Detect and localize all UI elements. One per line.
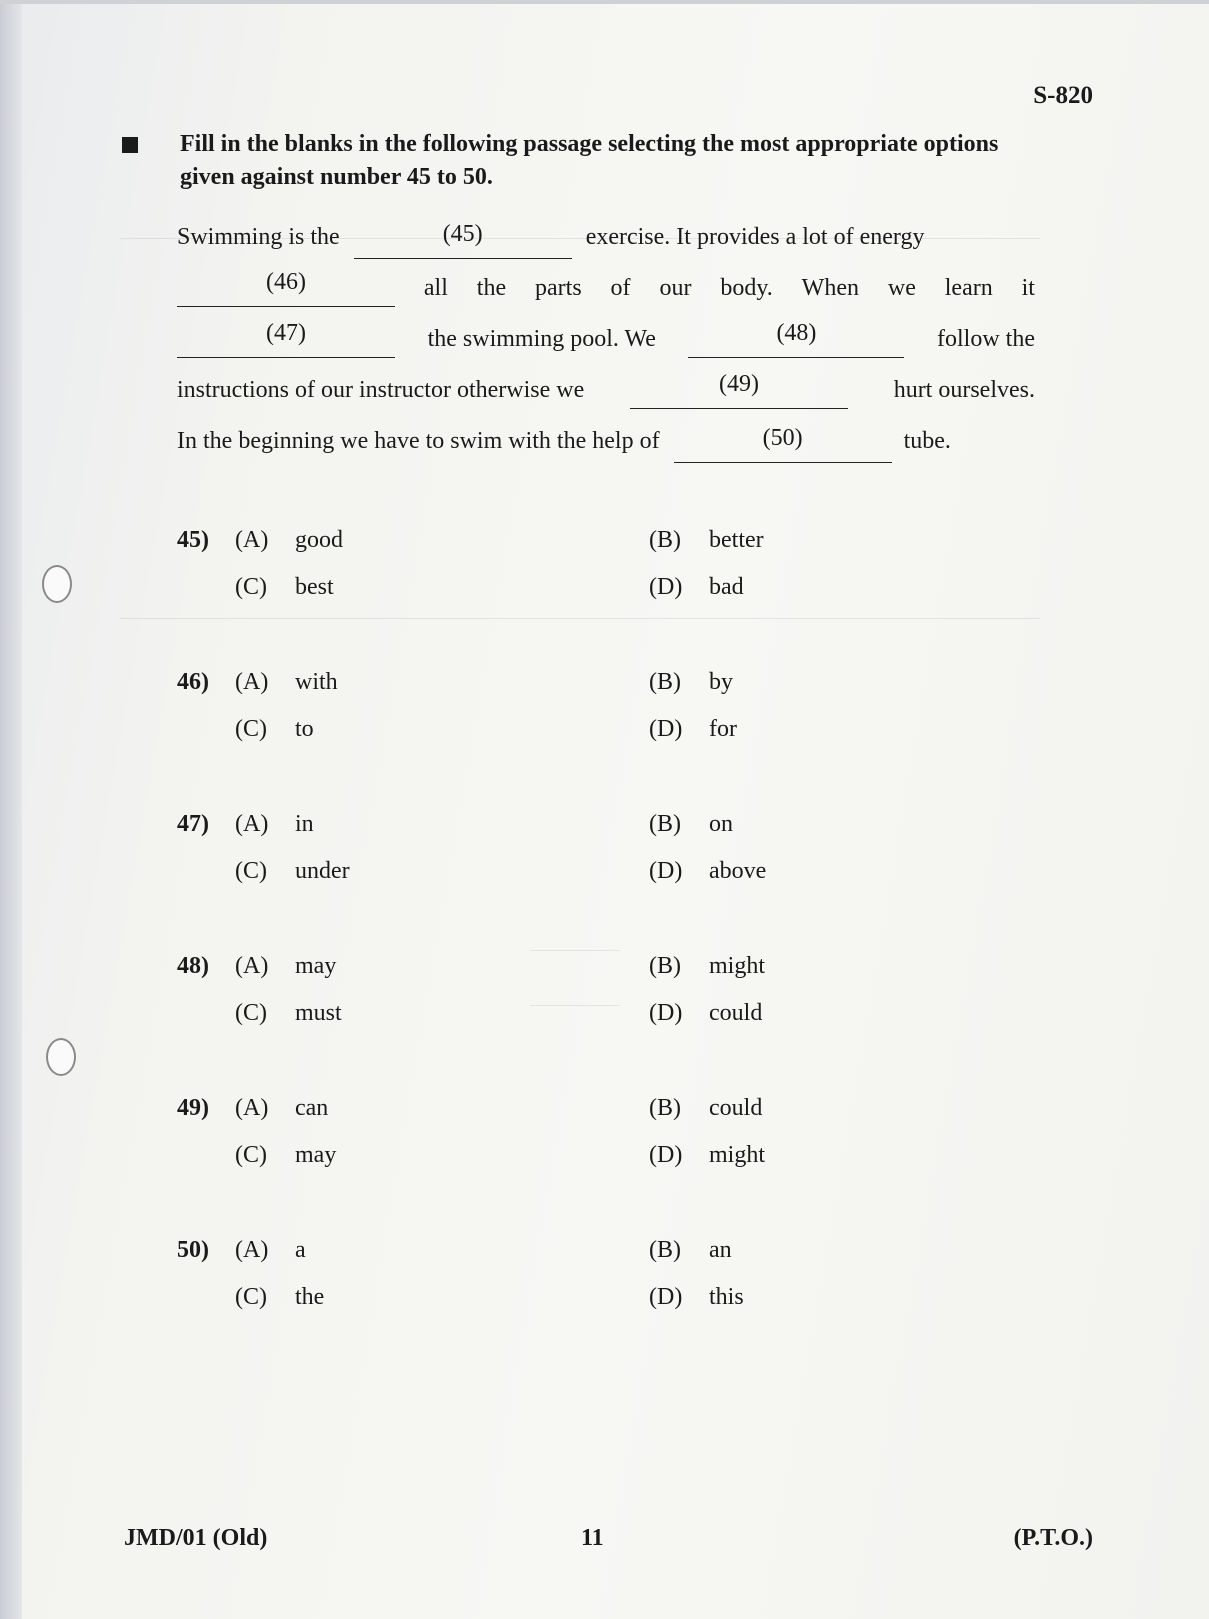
passage-text: tube. [903, 428, 951, 454]
option-text: the [295, 1284, 325, 1310]
option-d[interactable] [649, 1142, 765, 1169]
passage-text: Swimming is the [177, 224, 340, 250]
option-letter: (D) [649, 1000, 683, 1026]
instruction-text: Fill in the blanks in the following passage selecting the most appropriate options given against number 45 to 50. [180, 131, 999, 190]
blank-number: (47) [266, 320, 306, 346]
passage [177, 215, 1035, 470]
option-b[interactable] [649, 953, 765, 980]
option-letter: (A) [235, 811, 269, 837]
option-letter: (B) [649, 669, 681, 695]
punch-hole [42, 565, 72, 603]
footer-code: JMD/01 (Old) [124, 1525, 268, 1551]
option-text: for [709, 716, 737, 742]
question-number: 49) [177, 1095, 209, 1121]
option-text: bad [709, 574, 744, 600]
passage-word: learn [944, 275, 993, 301]
passage-text: hurt ourselves. [893, 377, 1035, 403]
passage-word: all [423, 275, 448, 301]
option-a[interactable] [235, 953, 336, 980]
option-letter: (A) [235, 953, 269, 979]
option-letter: (A) [235, 1237, 269, 1263]
passage-word: our [659, 275, 692, 301]
passage-line-2 [177, 266, 1035, 317]
option-letter: (C) [235, 1142, 267, 1168]
punch-hole [46, 1038, 76, 1076]
option-c[interactable] [235, 1284, 324, 1311]
option-letter: (B) [649, 527, 681, 553]
page-number: 11 [581, 1525, 604, 1551]
option-text: a [295, 1237, 306, 1263]
show-through-line [530, 950, 620, 951]
option-text: might [709, 953, 766, 979]
option-text: may [295, 1142, 337, 1168]
option-text: above [709, 858, 767, 884]
question-number: 46) [177, 669, 209, 695]
option-text: must [295, 1000, 342, 1026]
option-text: this [709, 1284, 744, 1310]
blank-number: (50) [762, 425, 803, 451]
passage-word: parts [535, 275, 582, 301]
option-letter: (C) [235, 858, 267, 884]
option-text: to [295, 716, 314, 742]
option-a[interactable] [235, 527, 343, 554]
option-a[interactable] [235, 811, 314, 838]
blank-number: (49) [718, 371, 759, 397]
option-letter: (D) [649, 1284, 683, 1310]
option-text: better [709, 527, 764, 553]
bullet-square-icon [122, 137, 138, 153]
passage-word: body. [720, 275, 773, 301]
blank-47 [177, 317, 395, 358]
option-text: could [709, 1095, 763, 1121]
option-letter: (C) [235, 574, 267, 600]
option-letter: (C) [235, 1000, 267, 1026]
option-b[interactable] [649, 811, 733, 838]
option-c[interactable] [235, 716, 314, 743]
passage-line-4 [177, 368, 1035, 419]
option-letter: (A) [235, 669, 269, 695]
blank-48 [688, 317, 904, 358]
option-text: with [295, 669, 338, 695]
option-letter: (B) [649, 953, 681, 979]
passage-text: exercise. It provides a lot of energy [585, 224, 925, 250]
option-b[interactable] [649, 669, 733, 696]
option-c[interactable] [235, 574, 334, 601]
option-text: good [295, 527, 343, 553]
option-a[interactable] [235, 1237, 306, 1264]
option-letter: (B) [649, 1095, 681, 1121]
option-letter: (D) [649, 858, 683, 884]
option-d[interactable] [649, 858, 766, 885]
passage-text: instructions of our instructor otherwise we [177, 377, 585, 403]
question-number: 45) [177, 527, 209, 553]
question-number: 48) [177, 953, 209, 979]
option-b[interactable] [649, 1095, 762, 1122]
option-letter: (C) [235, 1284, 267, 1310]
passage-word: When [801, 275, 859, 301]
option-a[interactable] [235, 1095, 328, 1122]
option-text: can [295, 1095, 329, 1121]
option-d[interactable] [649, 1000, 762, 1027]
option-letter: (B) [649, 1237, 681, 1263]
passage-word: we [887, 275, 916, 301]
option-c[interactable] [235, 858, 350, 885]
passage-line-1 [177, 215, 1035, 266]
blank-49 [630, 368, 848, 409]
option-text: by [709, 669, 733, 695]
option-text: under [295, 858, 350, 884]
page-left-edge [0, 0, 22, 1619]
passage-line-5 [177, 419, 1035, 470]
passage-word: of [610, 275, 631, 301]
option-d[interactable] [649, 716, 737, 743]
page-top-edge [0, 0, 1209, 4]
option-letter: (B) [649, 811, 681, 837]
paper-code: S-820 [1033, 82, 1093, 109]
option-b[interactable] [649, 1237, 732, 1264]
blank-number: (46) [266, 269, 306, 295]
option-text: may [295, 953, 337, 979]
option-c[interactable] [235, 1000, 342, 1027]
option-text: might [709, 1142, 766, 1168]
pto-label: (P.T.O.) [1013, 1525, 1093, 1551]
option-letter: (A) [235, 527, 269, 553]
blank-50 [674, 422, 892, 463]
option-letter: (C) [235, 716, 267, 742]
option-c[interactable] [235, 1142, 336, 1169]
passage-word: the [476, 275, 507, 301]
passage-text: the swimming pool. We [427, 326, 656, 352]
option-letter: (D) [649, 716, 683, 742]
passage-text: follow the [937, 326, 1035, 352]
option-d[interactable] [649, 574, 744, 601]
blank-46 [177, 266, 395, 307]
show-through-line [530, 1005, 620, 1006]
passage-text: In the beginning we have to swim with the help of [177, 428, 660, 454]
passage-line-3 [177, 317, 1035, 368]
blank-45 [354, 218, 572, 259]
blank-number: (48) [776, 320, 817, 346]
option-text: best [295, 574, 334, 600]
option-text: in [295, 811, 314, 837]
option-letter: (A) [235, 1095, 269, 1121]
option-text: could [709, 1000, 763, 1026]
option-text: an [709, 1237, 732, 1263]
option-b[interactable] [649, 527, 764, 554]
blank-number: (45) [442, 221, 483, 247]
question-number: 47) [177, 811, 209, 837]
show-through-line [120, 618, 1040, 619]
option-letter: (D) [649, 1142, 683, 1168]
option-d[interactable] [649, 1284, 744, 1311]
option-letter: (D) [649, 574, 683, 600]
option-a[interactable] [235, 669, 338, 696]
passage-word: it [1021, 275, 1035, 301]
option-text: on [709, 811, 733, 837]
question-number: 50) [177, 1237, 209, 1263]
